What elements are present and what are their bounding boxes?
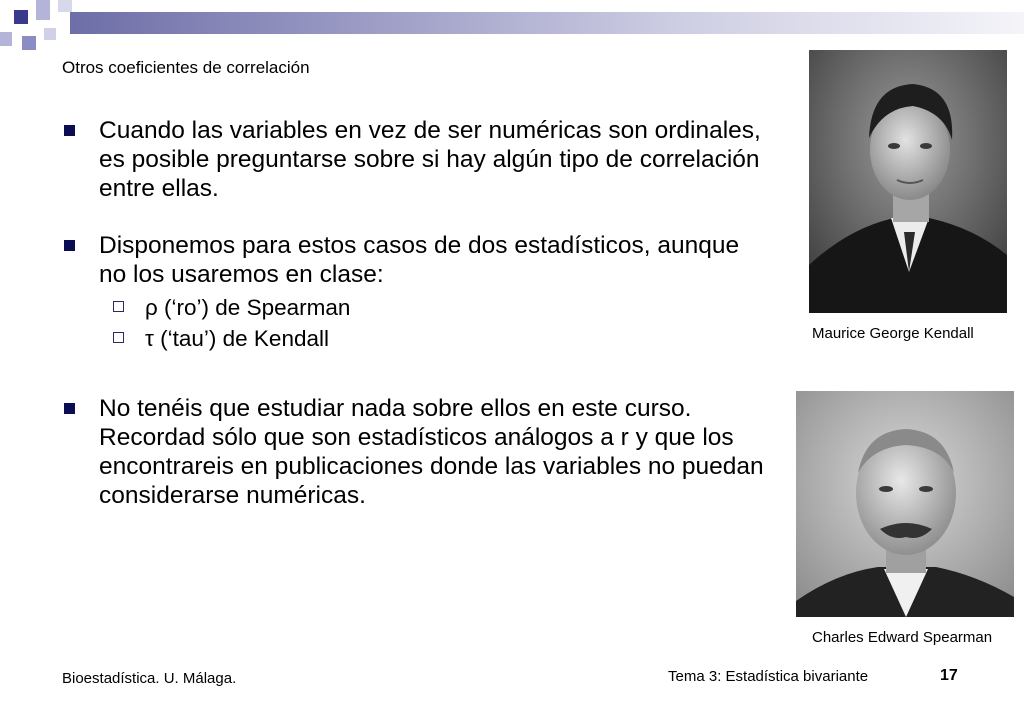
sub-bullet-box-icon bbox=[113, 332, 124, 343]
bullet-text: No tenéis que estudiar nada sobre ellos en este curso. Recordad sólo que son estadísticos análogos a r y que los encontrareis en publicaciones donde las variables no puedan considerarse numéricas. bbox=[99, 395, 764, 509]
bullet-item bbox=[62, 116, 772, 203]
caption-spearman: Charles Edward Spearman bbox=[812, 629, 993, 646]
caption-kendall: Maurice George Kendall bbox=[812, 325, 974, 342]
portrait-kendall bbox=[809, 50, 1007, 313]
corner-decoration bbox=[0, 0, 80, 62]
slide-content bbox=[62, 116, 772, 510]
portrait-kendall-image bbox=[809, 50, 1007, 313]
page-number: 17 bbox=[940, 667, 958, 684]
portrait-spearman bbox=[796, 391, 1014, 617]
sub-bullet-text: ρ (‘ro’) de Spearman bbox=[145, 295, 351, 320]
bullet-item bbox=[62, 394, 772, 510]
slide-title: Otros coeficientes de correlación bbox=[62, 58, 310, 77]
bullet-square-icon bbox=[64, 240, 75, 251]
footer-institution: Bioestadística. U. Málaga. bbox=[62, 670, 237, 687]
bullet-item bbox=[62, 231, 772, 289]
bullet-text: Cuando las variables en vez de ser numéricas son ordinales, es posible preguntarse sobre si hay algún tipo de correlación entre ellas. bbox=[99, 117, 761, 202]
sub-bullet-text: τ (‘tau’) de Kendall bbox=[145, 326, 329, 351]
bullet-square-icon bbox=[64, 403, 75, 414]
footer-topic: Tema 3: Estadística bivariante bbox=[668, 668, 869, 685]
bullet-text: Disponemos para estos casos de dos estadísticos, aunque no los usaremos en clase: bbox=[99, 232, 740, 288]
portrait-spearman-image bbox=[796, 391, 1014, 617]
sub-bullet-box-icon bbox=[113, 301, 124, 312]
sub-bullet-item bbox=[62, 323, 772, 354]
bullet-square-icon bbox=[64, 125, 75, 136]
header-gradient-bar bbox=[70, 12, 1024, 34]
sub-bullet-item bbox=[62, 292, 772, 323]
